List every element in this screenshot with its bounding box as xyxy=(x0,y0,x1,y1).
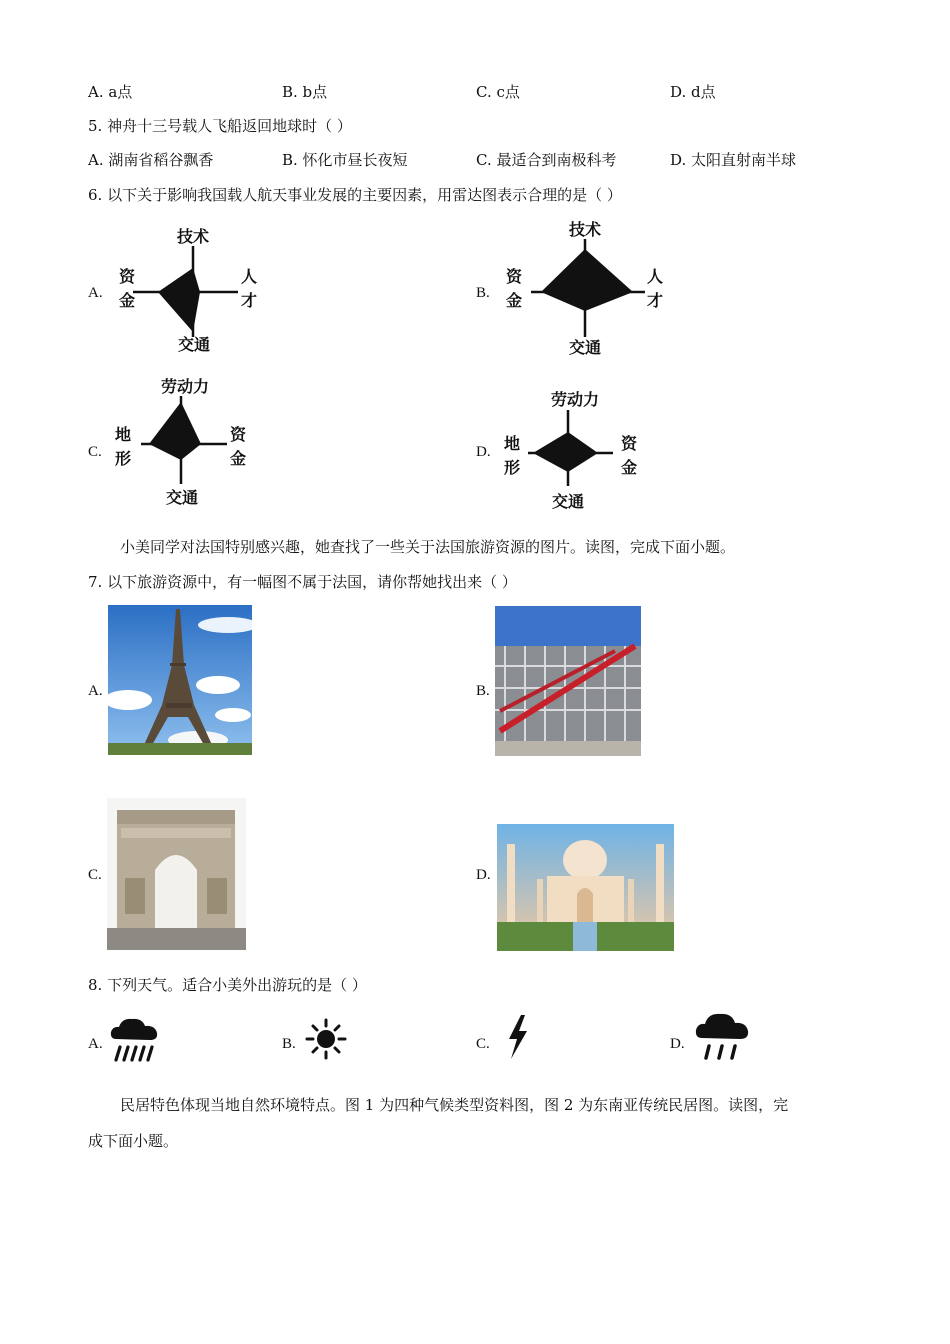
q8-option-b-letter[interactable]: B. xyxy=(282,1036,296,1052)
q6-stem: 6. 以下关于影响我国载人航天事业发展的主要因素，用雷达图表示合理的是（ ） xyxy=(88,186,622,204)
svg-text:金: 金 xyxy=(118,291,136,310)
q7-option-a-letter[interactable]: A. xyxy=(88,683,103,699)
heavy-rain-icon[interactable] xyxy=(108,1015,160,1065)
q8-option-d-letter[interactable]: D. xyxy=(670,1036,685,1052)
q5-stem: 5. 神舟十三号载人飞船返回地球时（ ） xyxy=(88,117,352,135)
svg-text:金: 金 xyxy=(229,449,247,468)
q7-stem: 7. 以下旅游资源中，有一幅图不属于法国，请你帮她找出来（ ） xyxy=(88,573,517,591)
q4-option-c[interactable]: C. c点 xyxy=(476,83,520,101)
q7-option-c-letter[interactable]: C. xyxy=(88,867,102,883)
svg-text:劳动力: 劳动力 xyxy=(160,377,210,396)
svg-text:金: 金 xyxy=(620,458,638,477)
france-intro: 小美同学对法国特别感兴趣，她查找了一些关于法国旅游资源的图片。读图，完成下面小题。 xyxy=(120,538,736,556)
radar-chart-b[interactable] xyxy=(495,215,675,360)
svg-text:人: 人 xyxy=(240,267,258,286)
light-rain-icon[interactable] xyxy=(693,1010,751,1064)
q6-option-b-letter[interactable]: B. xyxy=(476,285,490,301)
svg-text:才: 才 xyxy=(240,291,258,310)
q5-option-a[interactable]: A. 湖南省稻谷飘香 xyxy=(88,151,214,169)
q5-option-d[interactable]: D. 太阳直射南半球 xyxy=(670,151,797,169)
eiffel-tower-photo[interactable] xyxy=(108,605,252,755)
lightning-icon[interactable] xyxy=(505,1013,531,1061)
svg-text:技术: 技术 xyxy=(176,227,210,246)
radar-chart-c[interactable] xyxy=(105,374,265,514)
svg-text:交通: 交通 xyxy=(165,488,199,507)
svg-text:人: 人 xyxy=(646,267,664,286)
svg-text:形: 形 xyxy=(114,449,132,468)
svg-text:地: 地 xyxy=(503,434,521,453)
svg-text:才: 才 xyxy=(646,291,664,310)
radar-chart-d[interactable] xyxy=(495,386,655,516)
houses-intro-line2: 成下面小题。 xyxy=(88,1132,179,1150)
q7-option-b-letter[interactable]: B. xyxy=(476,683,490,699)
svg-text:资: 资 xyxy=(118,267,136,286)
q7-option-d-letter[interactable]: D. xyxy=(476,867,491,883)
svg-text:交通: 交通 xyxy=(568,338,602,357)
q6-option-a-letter[interactable]: A. xyxy=(88,285,103,301)
svg-text:资: 资 xyxy=(505,267,523,286)
q4-option-d[interactable]: D. d点 xyxy=(670,83,716,101)
taj-mahal-photo[interactable] xyxy=(497,824,674,951)
svg-text:金: 金 xyxy=(505,291,523,310)
q8-option-c-letter[interactable]: C. xyxy=(476,1036,490,1052)
arc-de-triomphe-photo[interactable] xyxy=(107,798,246,950)
sunny-icon[interactable] xyxy=(305,1018,347,1060)
q5-option-c[interactable]: C. 最适合到南极科考 xyxy=(476,151,617,169)
q5-option-b[interactable]: B. 怀化市昼长夜短 xyxy=(282,151,408,169)
q8-option-a-letter[interactable]: A. xyxy=(88,1036,103,1052)
q4-option-b[interactable]: B. b点 xyxy=(282,83,328,101)
svg-text:技术: 技术 xyxy=(568,220,602,239)
svg-text:资: 资 xyxy=(620,434,638,453)
radar-chart-a[interactable] xyxy=(100,222,270,357)
q8-stem: 8. 下列天气。适合小美外出游玩的是（ ） xyxy=(88,976,367,994)
svg-text:劳动力: 劳动力 xyxy=(550,390,600,409)
svg-text:交通: 交通 xyxy=(551,492,585,511)
svg-text:形: 形 xyxy=(503,458,521,477)
houses-intro-line1: 民居特色体现当地自然环境特点。图 1 为四种气候类型资料图，图 2 为东南亚传统民居图。读图，完 xyxy=(120,1096,789,1114)
svg-text:资: 资 xyxy=(229,425,247,444)
svg-text:地: 地 xyxy=(114,425,132,444)
q6-option-c-letter[interactable]: C. xyxy=(88,444,102,460)
svg-text:交通: 交通 xyxy=(177,335,211,354)
q6-option-d-letter[interactable]: D. xyxy=(476,444,491,460)
pompidou-centre-photo[interactable] xyxy=(495,606,641,756)
q4-option-a[interactable]: A. a点 xyxy=(88,83,133,101)
